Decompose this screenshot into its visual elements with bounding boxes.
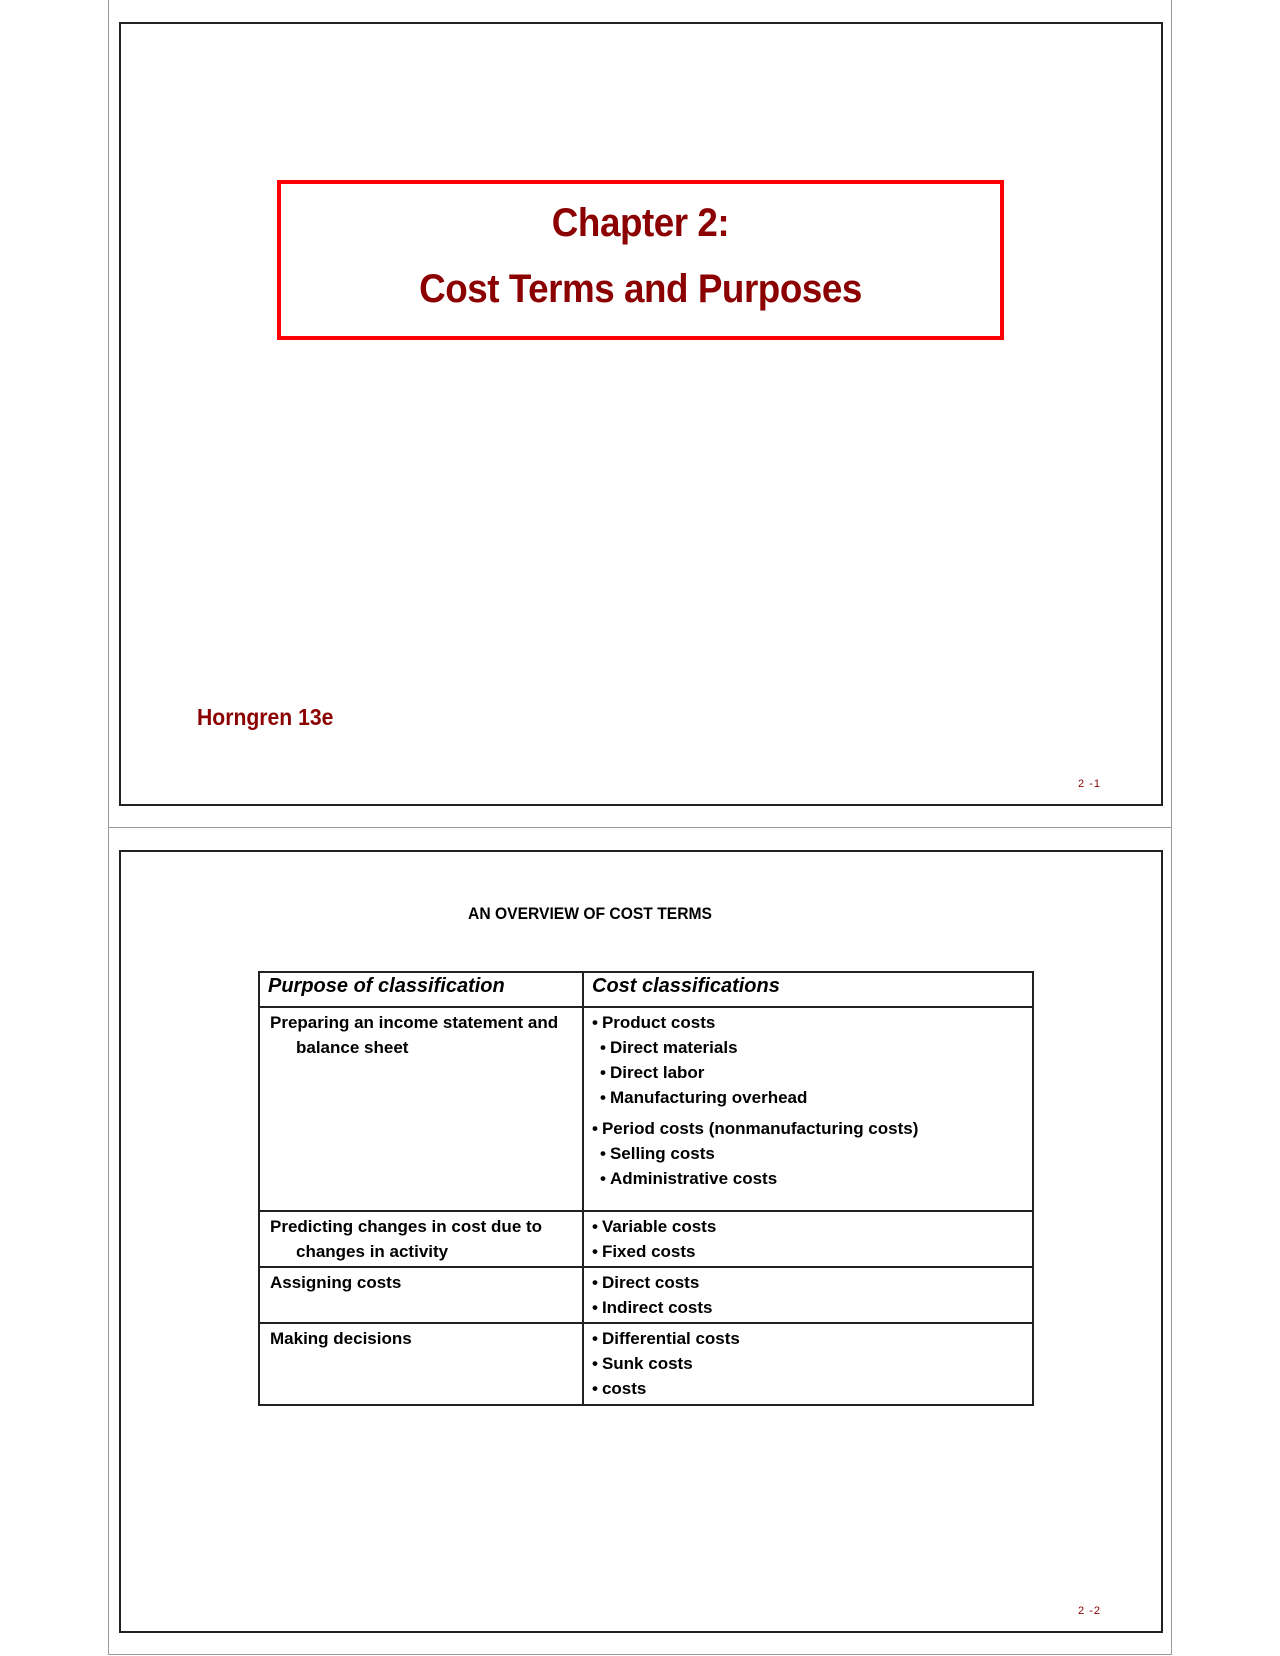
list-item: • Direct costs bbox=[592, 1270, 1024, 1295]
document-page-2 bbox=[108, 827, 1172, 1655]
slide-1 bbox=[119, 22, 1163, 806]
list-item: • Variable costs bbox=[592, 1214, 1024, 1239]
classification-cell bbox=[583, 1007, 1033, 1211]
table-row bbox=[259, 1267, 1033, 1323]
classification-list bbox=[592, 1214, 1024, 1264]
table-header-row bbox=[259, 972, 1033, 1007]
list-item: • Administrative costs bbox=[592, 1166, 1024, 1191]
list-item: • Direct materials bbox=[592, 1035, 1024, 1060]
list-item: • Manufacturing overhead bbox=[592, 1085, 1024, 1110]
purpose-cell bbox=[259, 1007, 583, 1211]
author-label: Horngren 13e bbox=[197, 704, 334, 730]
purpose-text: Making decisions bbox=[270, 1329, 412, 1348]
purpose-cell bbox=[259, 1323, 583, 1405]
classification-cell bbox=[583, 1211, 1033, 1267]
list-item: • Differential costs bbox=[592, 1326, 1024, 1351]
purpose-text: Preparing an income statement and balance sheet bbox=[270, 1013, 559, 1057]
list-item: • Indirect costs bbox=[592, 1295, 1024, 1320]
table-row bbox=[259, 1323, 1033, 1405]
cost-terms-table bbox=[258, 971, 1034, 1406]
table-row bbox=[259, 1007, 1033, 1211]
overview-heading: AN OVERVIEW OF COST TERMS bbox=[468, 904, 712, 923]
slide-number: 2 -1 bbox=[1078, 778, 1101, 790]
list-item: • Period costs (nonmanufacturing costs) bbox=[592, 1116, 1024, 1141]
list-item: • Product costs bbox=[592, 1010, 1024, 1035]
purpose-cell bbox=[259, 1211, 583, 1267]
list-item: • Direct labor bbox=[592, 1060, 1024, 1085]
slide-number: 2 -2 bbox=[1078, 1605, 1101, 1617]
purpose-text: Predicting changes in cost due to changes in activity bbox=[270, 1217, 543, 1261]
purpose-cell bbox=[259, 1267, 583, 1323]
classification-cell bbox=[583, 1267, 1033, 1323]
table-row bbox=[259, 1211, 1033, 1267]
list-item: • Sunk costs bbox=[592, 1351, 1024, 1376]
chapter-title: Chapter 2: bbox=[551, 201, 730, 245]
classification-cell bbox=[583, 1323, 1033, 1405]
document-page-1 bbox=[108, 0, 1172, 828]
purpose-text: Assigning costs bbox=[270, 1273, 402, 1292]
classification-list bbox=[592, 1270, 1024, 1320]
header-purpose: Purpose of classification bbox=[259, 972, 583, 1007]
chapter-subtitle: Cost Terms and Purposes bbox=[419, 267, 862, 311]
slide-2 bbox=[119, 850, 1163, 1633]
classification-list bbox=[592, 1326, 1024, 1401]
list-item: • Selling costs bbox=[592, 1141, 1024, 1166]
header-classifications: Cost classifications bbox=[583, 972, 1033, 1007]
chapter-title-box bbox=[277, 180, 1004, 340]
list-item: • Fixed costs bbox=[592, 1239, 1024, 1264]
list-item: • costs bbox=[592, 1376, 1024, 1401]
classification-list bbox=[592, 1010, 1024, 1191]
